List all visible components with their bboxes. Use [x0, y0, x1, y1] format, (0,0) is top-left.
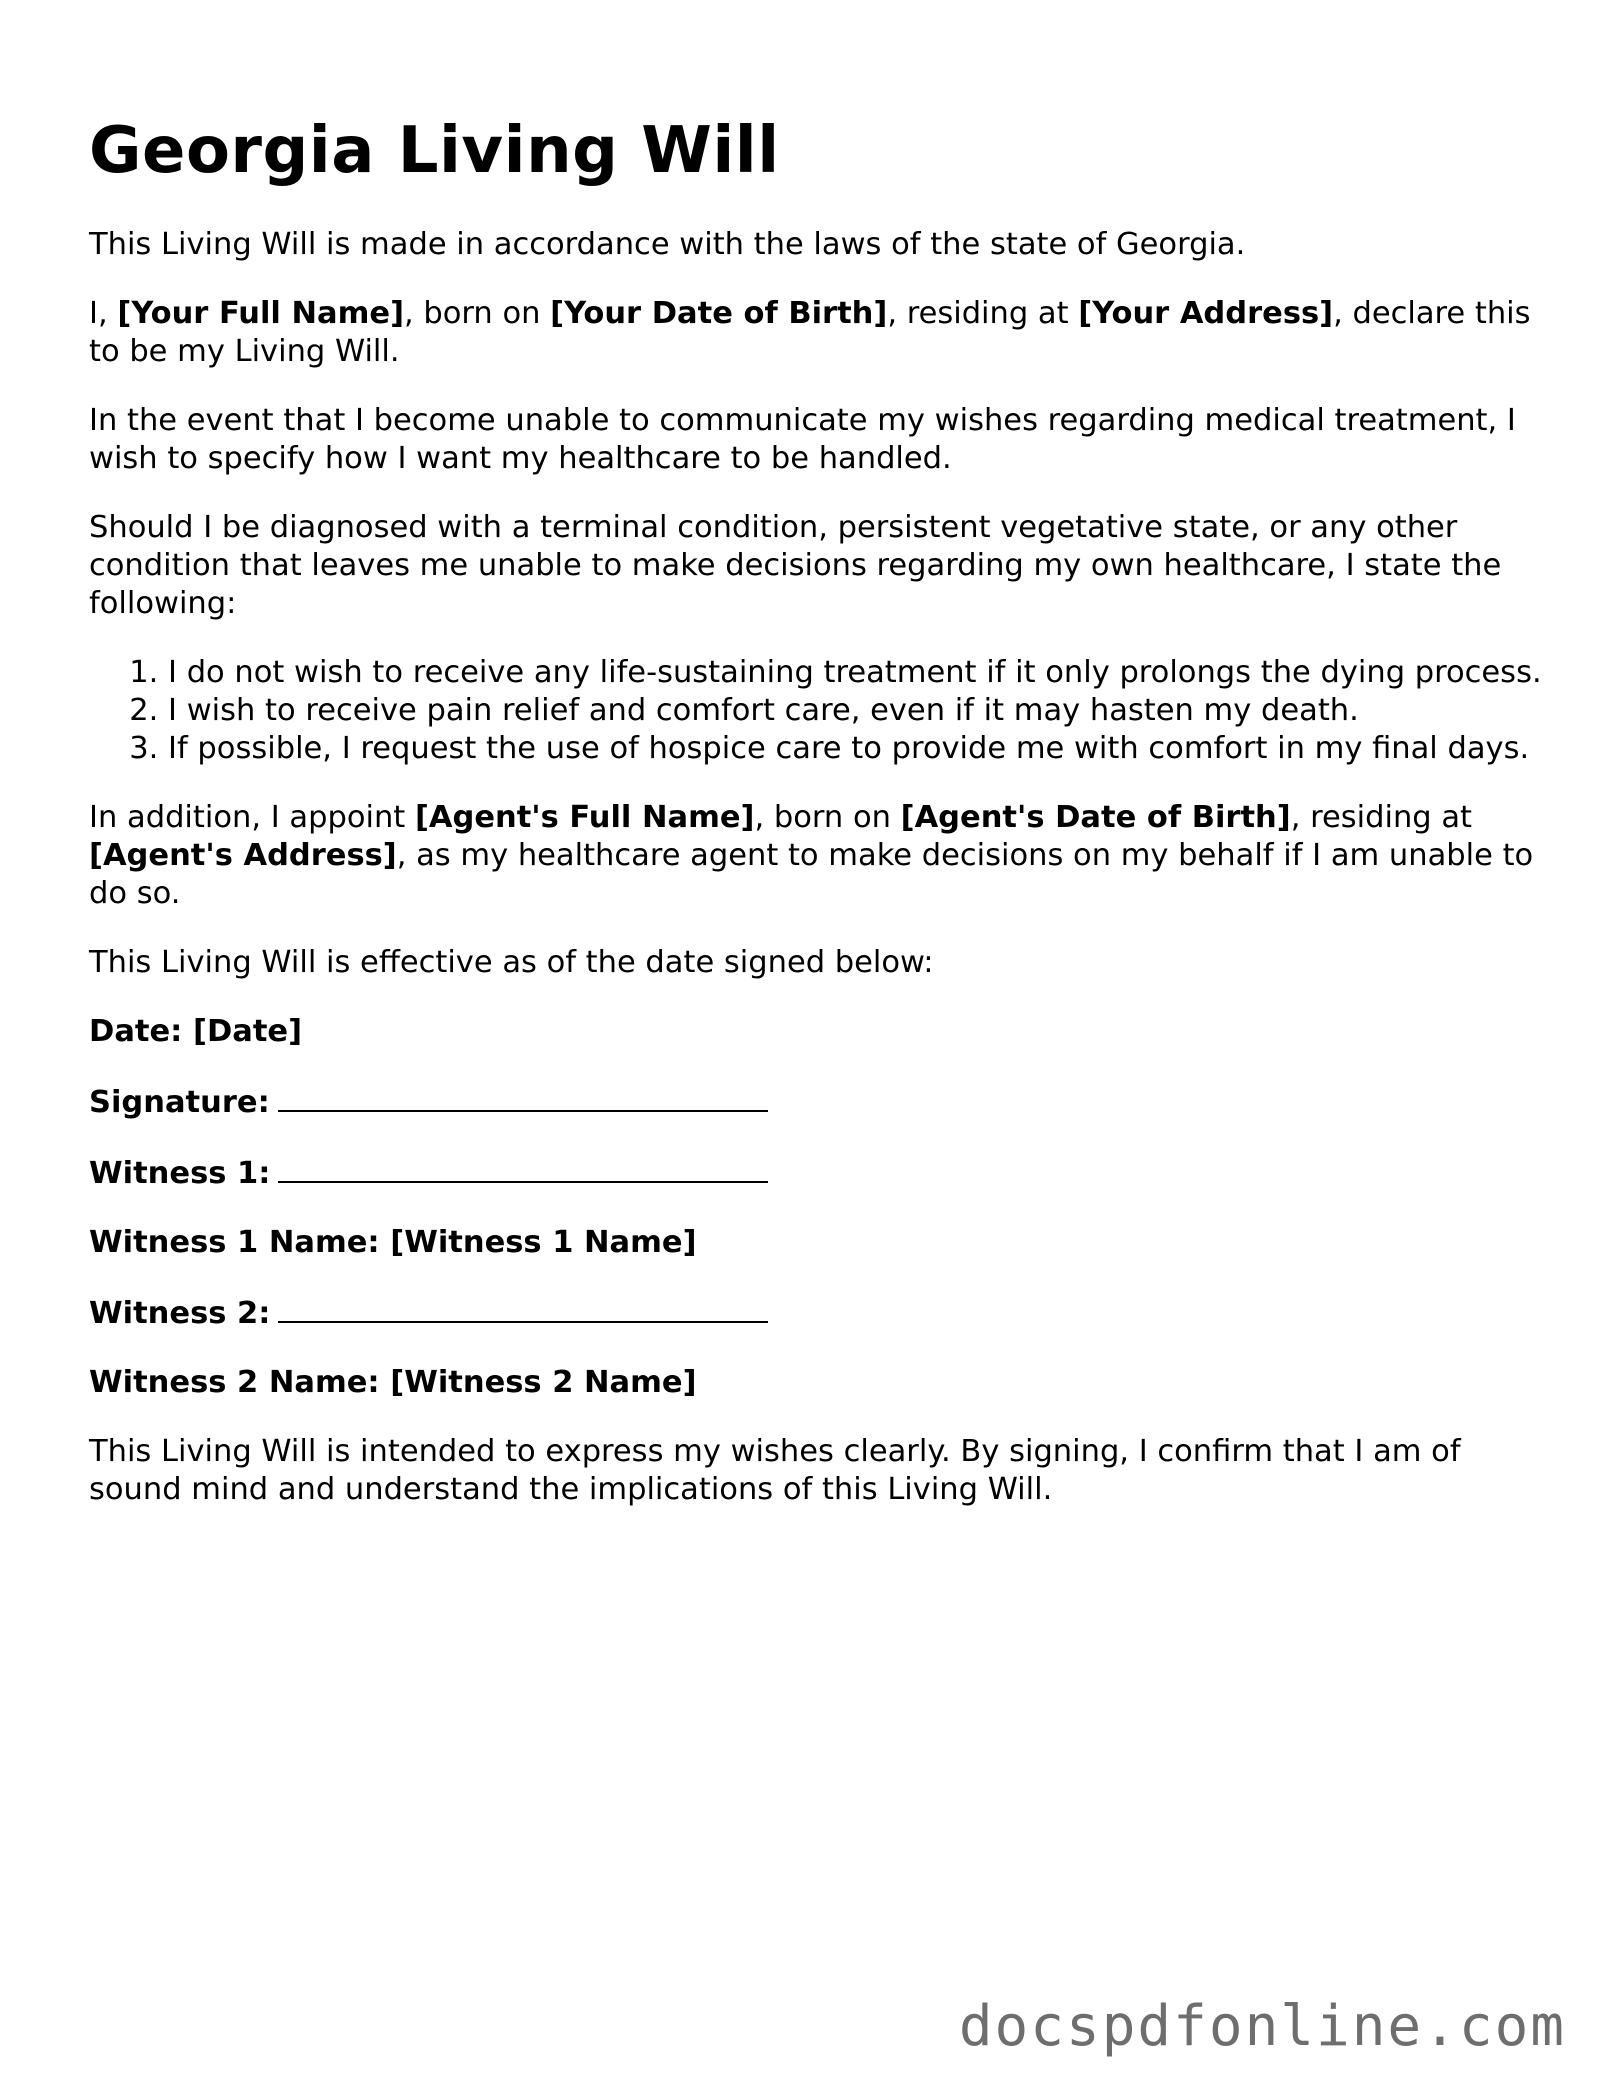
- document-page: [89, 112, 1549, 1540]
- declarant-name-placeholder: [Your Full Name]: [117, 296, 405, 331]
- watermark: docspdfonline.com: [958, 1994, 1566, 2059]
- witness2-label: Witness 2:: [89, 1296, 271, 1331]
- witness1-label: Witness 1:: [89, 1156, 271, 1191]
- date-label: Date:: [89, 1014, 183, 1049]
- witness2-name-label: Witness 2 Name:: [89, 1365, 380, 1400]
- witness2-line: [89, 1293, 1549, 1333]
- declarant-address-placeholder: [Your Address]: [1078, 296, 1334, 331]
- agent-name-placeholder: [Agent's Full Name]: [414, 800, 755, 835]
- condition-paragraph: Should I be diagnosed with a terminal condition, persistent vegetative state, or any other condition that leaves me unable to make decisions regarding my own healthcare, I state the following:: [89, 510, 1502, 621]
- signature-line: [89, 1082, 1549, 1122]
- agent-paragraph: In addition, I appoint [Agent's Full Name], born on [Agent's Date of Birth], residing at [Agent's Address], as my healthcare agent to make decisions on my behalf if I am unable to do so.: [89, 800, 1534, 911]
- witness1-name-placeholder: [Witness 1 Name]: [390, 1225, 697, 1260]
- wishes-list: [89, 654, 1549, 768]
- declarant-dob-placeholder: [Your Date of Birth]: [550, 296, 888, 331]
- agent-address-placeholder: [Agent's Address]: [89, 838, 397, 873]
- date-placeholder: [Date]: [193, 1014, 303, 1049]
- effective-paragraph: This Living Will is effective as of the date signed below:: [89, 945, 934, 980]
- closing-paragraph: This Living Will is intended to express my wishes clearly. By signing, I confirm that I am of sound mind and understand the implications of this Living Will.: [89, 1434, 1461, 1507]
- witness1-name-line: [89, 1224, 1549, 1262]
- declaration-paragraph: I, [Your Full Name], born on [Your Date of Birth], residing at [Your Address], declare this to be my Living Will.: [89, 296, 1531, 369]
- list-item: 3. If possible, I request the use of hospice care to provide me with comfort in my final days.: [168, 730, 1549, 768]
- witness1-signature-field[interactable]: [278, 1153, 768, 1183]
- witness1-name-label: Witness 1 Name:: [89, 1225, 380, 1260]
- agent-dob-placeholder: [Agent's Date of Birth]: [900, 800, 1291, 835]
- signature-label: Signature:: [89, 1085, 270, 1120]
- witness2-name-line: [89, 1364, 1549, 1402]
- date-line: [89, 1013, 1549, 1051]
- intro-paragraph: This Living Will is made in accordance with the laws of the state of Georgia.: [89, 227, 1246, 262]
- witness2-signature-field[interactable]: [278, 1293, 768, 1323]
- witness2-name-placeholder: [Witness 2 Name]: [390, 1365, 697, 1400]
- event-paragraph: In the event that I become unable to communicate my wishes regarding medical treatment, I wish to specify how I want my healthcare to be handled.: [89, 403, 1516, 476]
- list-item: 1. I do not wish to receive any life-sustaining treatment if it only prolongs the dying process.: [168, 654, 1549, 692]
- witness1-line: [89, 1153, 1549, 1193]
- document-title: Georgia Living Will: [89, 114, 780, 188]
- list-item: 2. I wish to receive pain relief and comfort care, even if it may hasten my death.: [168, 692, 1549, 730]
- signature-field[interactable]: [278, 1082, 768, 1112]
